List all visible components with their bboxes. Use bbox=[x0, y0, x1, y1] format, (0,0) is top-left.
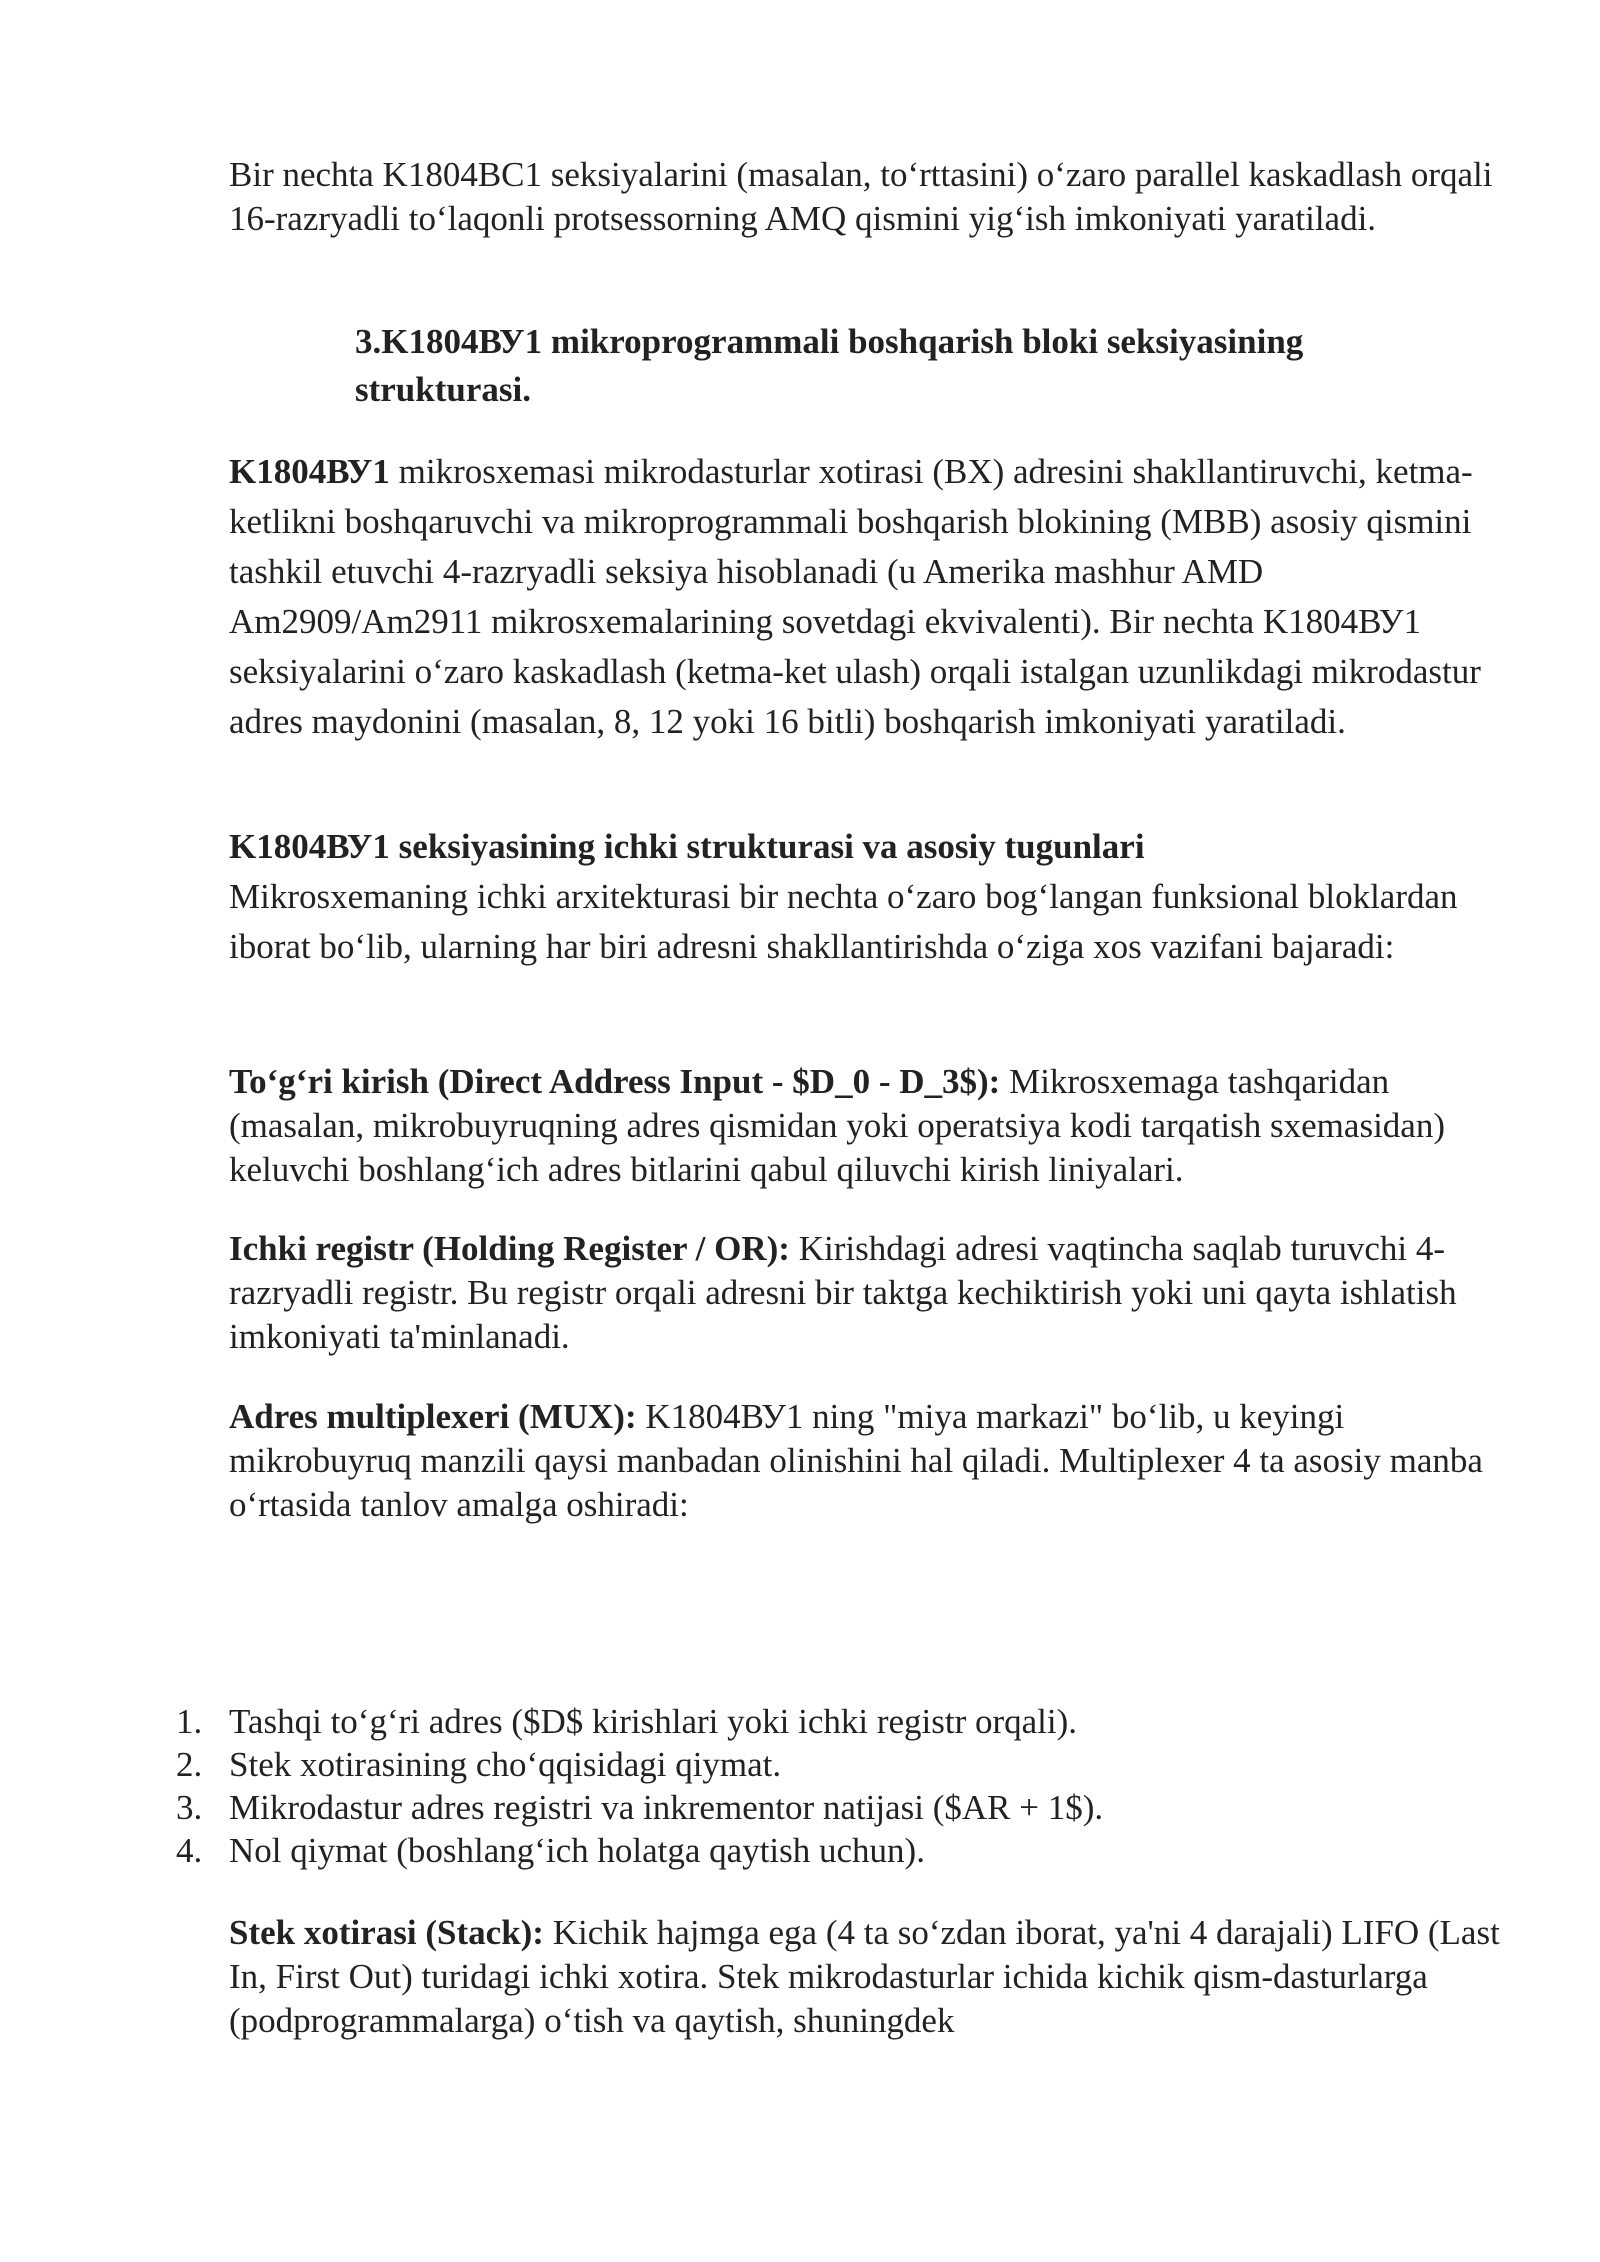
list-item bbox=[160, 1743, 1520, 1786]
mux-paragraph bbox=[229, 1395, 1519, 1527]
mux-text: K1804ВУ1 ning "miya markazi" bo‘lib, u keyingi mikrobuyruq manzili qaysi manbadan olinishini hal qiladi. Multiplexer 4 ta asosiy manba o‘rtasida tanlov amalga oshiradi: bbox=[229, 1397, 1483, 1524]
list-item-text: Mikrodastur adres registri va inkrementor natijasi ($AR + 1$). bbox=[229, 1788, 1104, 1827]
direct-input-term: To‘g‘ri kirish (Direct Address Input - $D_0 - D_3$): bbox=[229, 1062, 1001, 1101]
direct-input-text: Mikrosxemaga tashqaridan (masalan, mikrobuyruqning adres qismidan yoki operatsiya kodi tarqatish sxemasidan) keluvchi boshlang‘ich adres bitlarini qabul qiluvchi kirish liniyalari. bbox=[229, 1062, 1445, 1189]
holding-register-paragraph bbox=[229, 1227, 1519, 1359]
section-heading: 3.K1804ВУ1 mikroprogrammali boshqarish bloki seksiyasining strukturasi. bbox=[355, 322, 1304, 409]
intro-text: Bir nechta K1804BC1 seksiyalarini (masalan, to‘rttasini) o‘zaro parallel kaskadlash orqali 16-razryadli to‘laqonli protsessorning AMQ qismini yig‘ish imkoniyati yaratiladi. bbox=[229, 155, 1493, 238]
holding-register-term: Ichki registr (Holding Register / OR): bbox=[229, 1229, 790, 1268]
intro-paragraph bbox=[229, 153, 1519, 241]
list-item bbox=[160, 1829, 1520, 1872]
list-item-text: Nol qiymat (boshlang‘ich holatga qaytish uchun). bbox=[229, 1831, 925, 1870]
stack-term: Stek xotirasi (Stack): bbox=[229, 1913, 544, 1952]
holding-register-text: Kirishdagi adresi vaqtincha saqlab turuvchi 4-razryadli registr. Bu registr orqali adresni bir taktga kechiktirish yoki uni qayta ishlatish imkoniyati ta'minlanadi. bbox=[229, 1229, 1457, 1356]
stack-paragraph bbox=[229, 1911, 1519, 2043]
list-item bbox=[160, 1700, 1520, 1743]
list-item-number: 4. bbox=[176, 1831, 203, 1870]
structure-text: Mikrosxemaning ichki arxitekturasi bir nechta o‘zaro bog‘langan funksional bloklardan iborat bo‘lib, ularning har biri adresni shakllantirishda o‘ziga xos vazifani bajaradi: bbox=[229, 877, 1458, 966]
direct-input-paragraph bbox=[229, 1060, 1519, 1192]
stack-text: Kichik hajmga ega (4 ta so‘zdan iborat, ya'ni 4 darajali) LIFO (Last In, First Out) turidagi ichki xotira. Stek mikrodasturlar ichida kichik qism-dasturlarga (podprogrammalarga) o‘tish va qaytish, shuningdek bbox=[229, 1913, 1500, 2040]
list-item bbox=[160, 1786, 1520, 1829]
mux-term: Adres multiplexeri (MUX): bbox=[229, 1397, 637, 1436]
overview-paragraph bbox=[229, 447, 1519, 747]
structure-heading: K1804ВУ1 seksiyasining ichki strukturasi va asosiy tugunlari bbox=[229, 827, 1145, 866]
structure-paragraph bbox=[229, 822, 1519, 972]
list-item-number: 3. bbox=[176, 1788, 203, 1827]
list-item-number: 1. bbox=[176, 1702, 203, 1741]
list-item-text: Tashqi to‘g‘ri adres ($D$ kirishlari yoki ichki registr orqali). bbox=[229, 1702, 1078, 1741]
list-item-number: 2. bbox=[176, 1745, 203, 1784]
overview-bold-term: K1804ВУ1 bbox=[229, 452, 390, 491]
mux-sources-list bbox=[160, 1700, 1520, 1872]
overview-text: mikrosxemasi mikrodasturlar xotirasi (BX) adresini shakllantiruvchi, ketma-ketlikni boshqaruvchi va mikroprogrammali boshqarish blokining (MBB) asosiy qismini tashkil etuvchi 4-razryadli seksiya hisoblanadi (u Amerika mashhur AMD Am2909/Am2911 mikrosxemalarining sovetdagi ekvivalenti). Bir nechta K1804ВУ1 seksiyalarini o‘zaro kaskadlash (ketma-ket ulash) orqali istalgan uzunlikdagi mikrodastur adres maydonini (masalan, 8, 12 yoki 16 bitli) boshqarish imkoniyati yaratiladi. bbox=[229, 452, 1481, 741]
list-item-text: Stek xotirasining cho‘qqisidagi qiymat. bbox=[229, 1745, 782, 1784]
